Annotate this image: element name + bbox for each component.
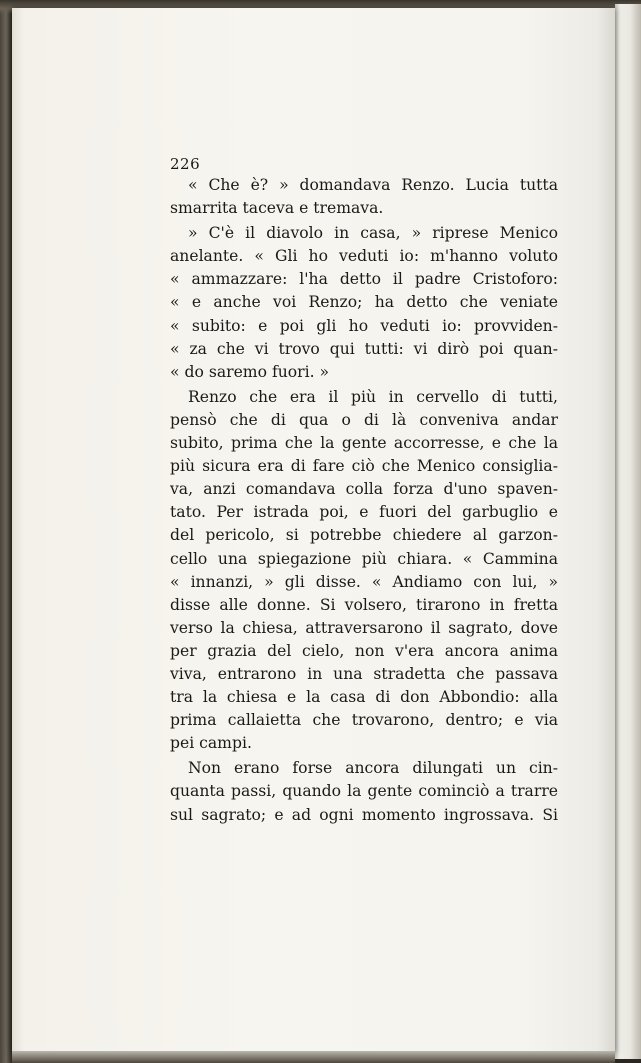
text-line: per grazia del cielo, non v'era ancora anima xyxy=(170,641,558,660)
text-line: pensò che di qua o di là conveniva andar xyxy=(170,410,558,429)
text-block xyxy=(170,154,558,827)
text-line: « innanzi, » gli disse. « Andiamo con lui, » xyxy=(170,572,558,591)
text-line: del pericolo, si potrebbe chiedere al garzon- xyxy=(170,526,558,545)
text-line: « ammazzare: l'ha detto il padre Cristoforo: xyxy=(170,270,558,289)
text-line: « Che è? » domandava Renzo. Lucia tutta xyxy=(188,176,558,194)
text-line: prima callaietta che trovarono, dentro; e via xyxy=(170,711,558,730)
text-line: viva, entrarono in una stradetta che passava xyxy=(170,664,558,683)
text-line: « subito: e poi gli ho veduti io: provviden- xyxy=(170,316,558,335)
text-line: quanta passi, quando la gente cominciò a trarre xyxy=(170,782,558,801)
page-number: 226 xyxy=(170,155,201,173)
text-line: « e anche voi Renzo; ha detto che veniate xyxy=(170,293,558,312)
text-line: « za che vi trovo qui tutti: vi dirò poi quan- xyxy=(170,339,558,358)
text-line: va, anzi comandava colla forza d'uno spaven- xyxy=(170,480,558,499)
text-line: verso la chiesa, attraversarono il sagrato, dove xyxy=(170,618,558,637)
text-line: più sicura era di fare ciò che Menico consiglia- xyxy=(170,457,558,476)
text-line: tato. Per istrada poi, e fuori del garbuglio e xyxy=(170,503,558,522)
next-page-edge xyxy=(615,4,641,1059)
text-line: anelante. « Gli ho veduti io: m'hanno voluto xyxy=(170,247,558,266)
text-line: disse alle donne. Si volsero, tirarono in fretta xyxy=(170,595,558,614)
text-line: smarrita taceva e tremava. xyxy=(170,199,384,218)
text-line: Renzo che era il più in cervello di tutti, xyxy=(188,387,558,406)
bottom-edge xyxy=(12,1051,615,1063)
text-line: subito, prima che la gente accorresse, e che la xyxy=(170,434,558,453)
text-line: cello una spiegazione più chiara. « Cammina xyxy=(170,549,558,568)
text-line: tra la chiesa e la casa di don Abbondio: alla xyxy=(170,688,558,707)
text-line: pei campi. xyxy=(170,734,252,753)
text-line: sul sagrato; e ad ogni momento ingrossava. Si xyxy=(170,805,558,824)
text-line: Non erano forse ancora dilungati un cin- xyxy=(188,759,558,778)
body-text xyxy=(170,174,558,827)
text-line: » C'è il diavolo in casa, » riprese Menico xyxy=(188,224,558,243)
text-line: « do saremo fuori. » xyxy=(170,362,330,381)
